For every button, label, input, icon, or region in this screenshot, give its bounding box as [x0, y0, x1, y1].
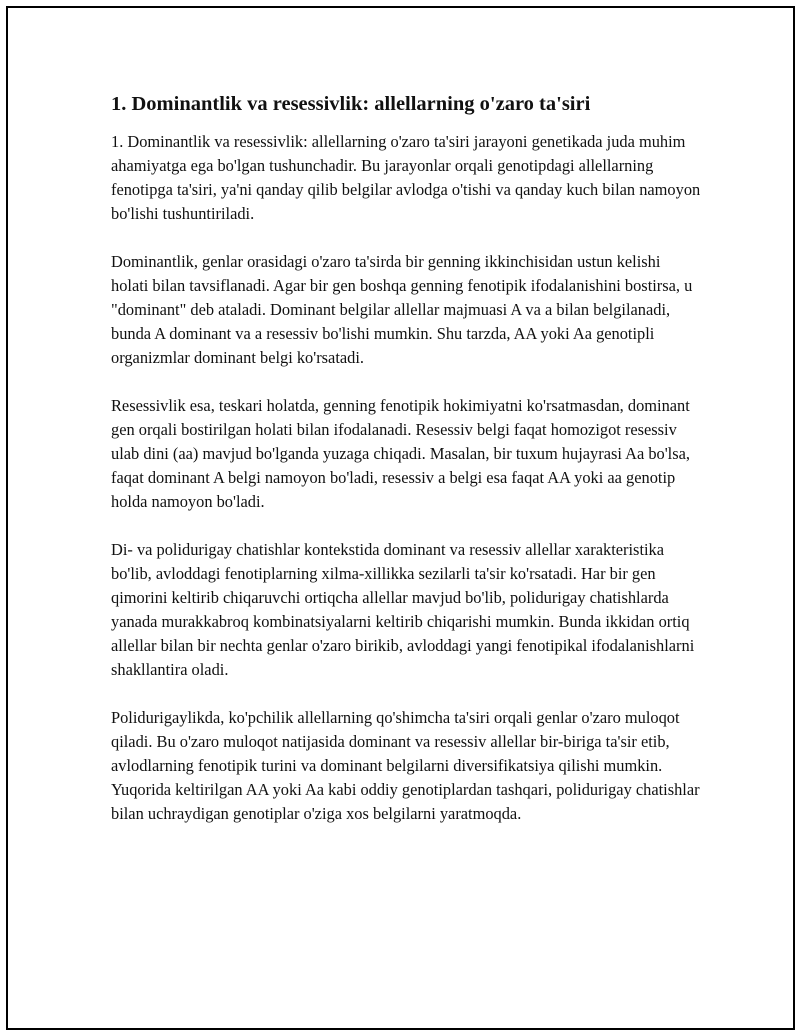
- paragraph-4: Di- va polidurigay chatishlar kontekstida dominant va resessiv allellar xarakteristika bo'lib, avloddagi fenotiplarning xilma-xillikka sezilarli ta'sir ko'rsatadi. Har bir gen qimorini keltirib chiqaruvchi ortiqcha allellar mavjud bo'lib, polidurigay chatishlarda yanada murakkabroq kombinatsiyalarni keltirib chiqarishi mumkin. Bunda ikkidan ortiq allellar bilan bir nechta genlar o'zaro birikib, avloddagi yangi fenotipikal ifodalanishlarni shakllantira oladi.: [111, 540, 695, 679]
- document-body: [111, 90, 701, 850]
- paragraph-1: 1. Dominantlik va resessivlik: allellarning o'zaro ta'siri jarayoni genetikada juda muhim ahamiyatga ega bo'lgan tushunchadir. Bu jarayonlar orqali genotipdagi allellarning fenotipga ta'siri, ya'ni qanday qilib belgilar avlodga o'tishi va qanday kuch bilan namoyon bo'lishi tushuntiriladi.: [111, 132, 701, 223]
- document-title: 1. Dominantlik va resessivlik: allellarning o'zaro ta'siri: [111, 93, 591, 115]
- paragraph-3: Resessivlik esa, teskari holatda, genning fenotipik hokimiyatni ko'rsatmasdan, dominant gen orqali bostirilgan holati bilan ifodalanadi. Resessiv belgi faqat homozigot resessiv ulab dini (aa) mavjud bo'lganda yuzaga chiqadi. Masalan, bir tuxum hujayrasi Aa bo'lsa, faqat dominant A belgi namoyon bo'ladi, resessiv a belgi esa faqat AA yoki aa genotip holda namoyon bo'ladi.: [111, 396, 690, 511]
- paragraph-5: Polidurigaylikda, ko'pchilik allellarning qo'shimcha ta'siri orqali genlar o'zaro muloqot qiladi. Bu o'zaro muloqot natijasida dominant va resessiv allellar bir-biriga ta'sir etib, avlodlarning fenotipik turini va dominant belgilarni diversifikatsiya qilishi mumkin. Yuqorida keltirilgan AA yoki Aa kabi oddiy genotiplardan tashqari, polidurigay chatishlar bilan uchraydigan genotiplar o'ziga xos belgilarni yaratmoqda.: [111, 708, 700, 823]
- paragraph-2: Dominantlik, genlar orasidagi o'zaro ta'sirda bir genning ikkinchisidan ustun kelishi holati bilan tavsiflanadi. Agar bir gen boshqa genning fenotipik ifodalanishini bostirsa, u "dominant" deb ataladi. Dominant belgilar allellar majmuasi A va a bilan belgilanadi, bunda A dominant va a resessiv bo'lishi mumkin. Shu tarzda, AA yoki Aa genotipli organizmlar dominant belgi ko'rsatadi.: [111, 252, 693, 367]
